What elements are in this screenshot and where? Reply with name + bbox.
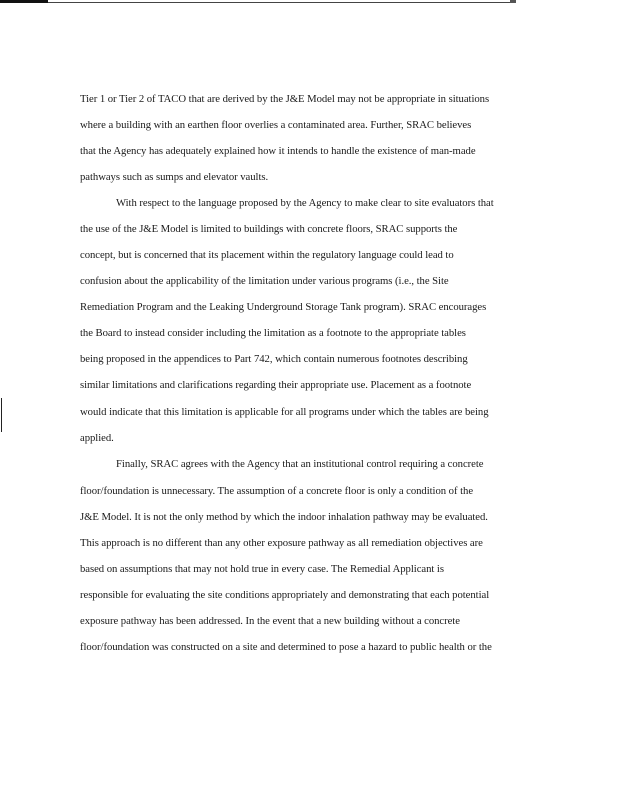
paragraph-line: J&E Model. It is not the only method by which the indoor inhalation pathway may be evaluated. — [80, 511, 488, 523]
paragraph-line: where a building with an earthen floor overlies a contaminated area. Further, SRAC believes — [80, 119, 472, 131]
paragraph-line: would indicate that this limitation is applicable for all programs under which the tables are being — [80, 406, 489, 418]
scan-left-margin-mark — [1, 398, 2, 432]
paragraph-line: floor/foundation was constructed on a site and determined to pose a hazard to public health or the — [80, 641, 492, 653]
scan-top-rule — [48, 2, 514, 3]
paragraph-line: applied. — [80, 432, 114, 444]
paragraph-line: With respect to the language proposed by the Agency to make clear to site evaluators that — [116, 197, 494, 209]
paragraph-line: the use of the J&E Model is limited to buildings with concrete floors, SRAC supports the — [80, 223, 458, 235]
paragraph-line: responsible for evaluating the site conditions appropriately and demonstrating that each potential — [80, 589, 490, 601]
paragraph-line: exposure pathway has been addressed. In the event that a new building without a concrete — [80, 615, 460, 627]
scan-corner-mark — [510, 0, 516, 3]
paragraph-line: similar limitations and clarifications regarding their appropriate use. Placement as a footnote — [80, 379, 472, 391]
paragraph-line: based on assumptions that may not hold true in every case. The Remedial Applicant is — [80, 563, 444, 575]
paragraph-line: Tier 1 or Tier 2 of TACO that are derived by the J&E Model may not be appropriate in situations — [80, 93, 490, 105]
scan-edge-mark — [0, 0, 48, 3]
paragraph-line: confusion about the applicability of the limitation under various programs (i.e., the Site — [80, 275, 449, 287]
paragraph-line: Remediation Program and the Leaking Underground Storage Tank program). SRAC encourages — [80, 301, 487, 313]
paragraph-line: that the Agency has adequately explained how it intends to handle the existence of man-made — [80, 145, 476, 157]
paragraph-line: pathways such as sumps and elevator vaults. — [80, 171, 269, 183]
paragraph-line: floor/foundation is unnecessary. The assumption of a concrete floor is only a condition of the — [80, 485, 474, 497]
paragraph-line: the Board to instead consider including the limitation as a footnote to the appropriate tables — [80, 327, 466, 339]
paragraph-line: concept, but is concerned that its placement within the regulatory language could lead to — [80, 249, 454, 261]
paragraph-line: Finally, SRAC agrees with the Agency that an institutional control requiring a concrete — [116, 458, 484, 470]
paragraph-line: being proposed in the appendices to Part 742, which contain numerous footnotes describing — [80, 353, 468, 365]
paragraph-line: This approach is no different than any other exposure pathway as all remediation objectives are — [80, 537, 483, 549]
